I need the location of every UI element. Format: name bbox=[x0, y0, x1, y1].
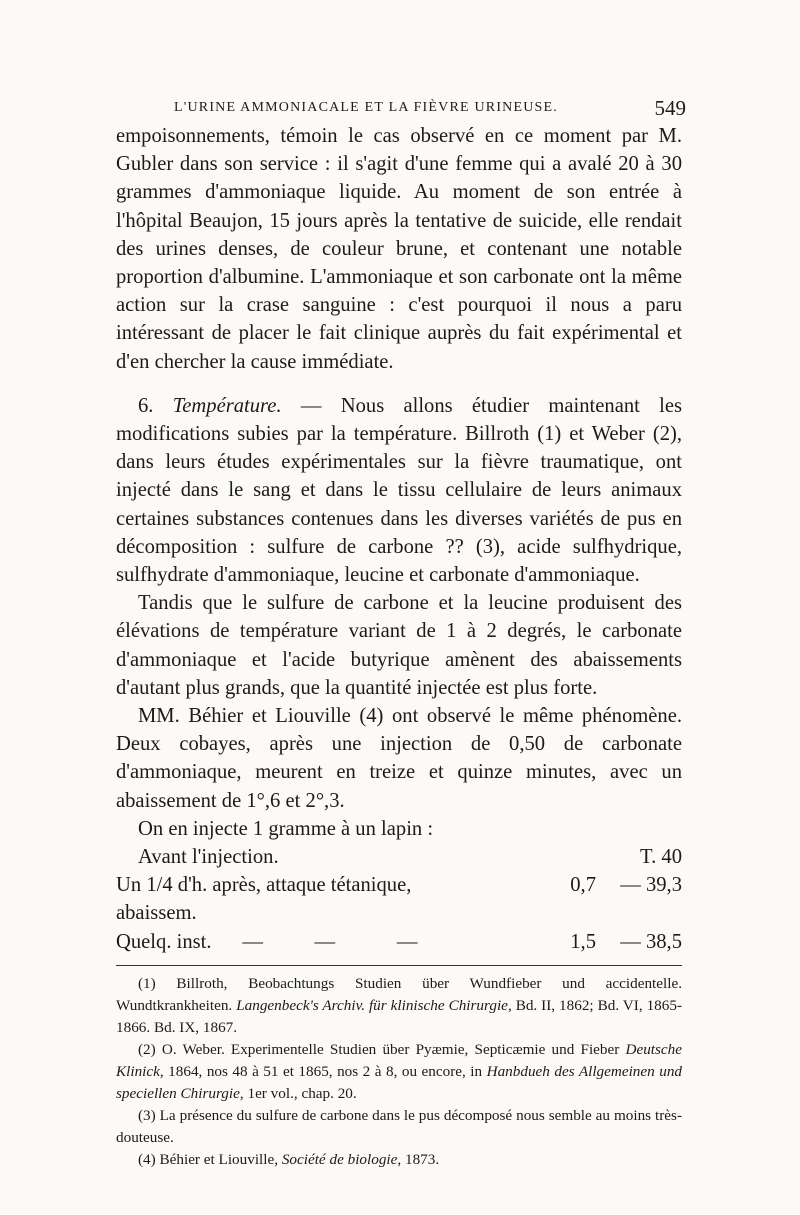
footnote-2-tail: , 1er vol., chap. 20. bbox=[239, 1084, 357, 1102]
footnote-4 bbox=[116, 1149, 682, 1171]
paragraph-2-text: Nous allons étudier maintenant les modifications subies par la température. Billroth (1) et Weber (2), dans leurs études expérimentales sur la fièvre traumatique, ont injecté dans le sang et dans le tissu cellulaire de leurs animaux certaines substances contenues dans les diverses variétés de pus en décomposition : sulfure de carbone ?? (3), acide sulfhydrique, sulfhydrate d'ammoniaque, leucine et carbonate d'ammoniaque. bbox=[116, 394, 682, 587]
footnote-1 bbox=[116, 973, 682, 1039]
footnote-2 bbox=[116, 1039, 682, 1105]
table-row bbox=[116, 871, 682, 927]
row-temperature: — 38,5 bbox=[620, 930, 682, 953]
paragraph-3: Tandis que le sulfure de carbone et la leucine produisent des élévations de température variant de 1 à 2 degrés, le carbonate d'ammoniaque et l'acide butyrique amènent des abaissements d'autant plus grands, que la quantité injectée est plus forte. bbox=[116, 592, 682, 699]
temperature-table bbox=[116, 843, 682, 956]
footnote-2-journal: Deutsche Klinick bbox=[116, 1040, 682, 1080]
table-row bbox=[116, 843, 682, 871]
footnote-divider bbox=[116, 965, 682, 966]
row-value: 1,5 bbox=[570, 930, 596, 953]
footnote-4-text: (4) Béhier et Liouville, bbox=[138, 1150, 279, 1168]
page-header bbox=[116, 96, 686, 122]
book-page bbox=[116, 96, 686, 1171]
footnote-1-tail: , Bd. II, 1862; Bd. VI, 1865-1866. Bd. IX, 1867. bbox=[116, 996, 683, 1036]
footnote-2-book: Hanbdueh des Allgemeinen und speciellen Chirurgie bbox=[116, 1062, 683, 1102]
row-temperature: — 39,3 bbox=[620, 874, 682, 897]
section-number: 6. bbox=[138, 394, 154, 417]
paragraph-5: On en injecte 1 gramme à un lapin : bbox=[138, 817, 434, 840]
running-title: L'URINE AMMONIACALE ET LA FIÈVRE URINEUSE. bbox=[174, 100, 558, 115]
row-label: Avant l'injection. bbox=[138, 846, 279, 869]
footnote-3: (3) La présence du sulfure de carbone dans le pus décomposé nous semble au moins très-douteuse. bbox=[116, 1106, 682, 1146]
footnote-4-tail: , 1873. bbox=[397, 1150, 440, 1168]
page-number: 549 bbox=[654, 96, 686, 120]
row-value: 0,7 bbox=[570, 874, 596, 897]
row-label: Quelq. inst. — — — bbox=[116, 930, 418, 953]
footnote-2-mid: , 1864, nos 48 à 51 et 1865, nos 2 à 8, ou encore, in bbox=[159, 1062, 483, 1080]
table-row bbox=[116, 928, 682, 956]
footnote-1-journal: Langenbeck's Archiv. für klinische Chirurgie bbox=[236, 996, 508, 1014]
paragraph-temperature bbox=[116, 392, 682, 589]
paragraph-4: MM. Béhier et Liouville (4) ont observé le même phénomène. Deux cobayes, après une injection de 0,50 de carbonate d'ammoniaque, meurent en treize et quinze minutes, avec un abaissement de 1°,6 et 2°,3. bbox=[116, 705, 682, 812]
row-temperature: T. 40 bbox=[640, 846, 682, 869]
footnotes bbox=[116, 973, 682, 1171]
footnote-1-text: (1) Billroth, Beobachtungs Studien über Wundfieber und accidentelle. Wundtkrankheiten. bbox=[116, 974, 682, 1014]
row-value bbox=[486, 843, 596, 871]
row-label: Un 1/4 d'h. après, attaque tétanique, abaissem. bbox=[116, 874, 412, 925]
section-title: Température. bbox=[172, 394, 282, 417]
footnote-2-text: (2) O. Weber. Experimentelle Studien über Pyæmie, Septicæmie und Fieber bbox=[138, 1040, 620, 1058]
paragraph-1: empoisonnements, témoin le cas observé en ce moment par M. Gubler dans son service : il s'agit d'une femme qui a avalé 20 à 30 grammes d'ammoniaque liquide. Au moment de son entrée à l'hôpital Beaujon, 15 jours après la tentative de suicide, elle rendait des urines denses, de couleur brune, et contenant une notable proportion d'albumine. L'ammoniaque et son carbonate ont la même action sur la crase sanguine : c'est pourquoi il nous a paru intéressant de placer le fait clinique auprès du fait expérimental et d'en chercher la cause immédiate. bbox=[116, 125, 682, 373]
footnote-4-journal: Société de biologie bbox=[281, 1150, 398, 1168]
section-dash: — bbox=[300, 394, 322, 417]
main-text bbox=[116, 122, 682, 843]
